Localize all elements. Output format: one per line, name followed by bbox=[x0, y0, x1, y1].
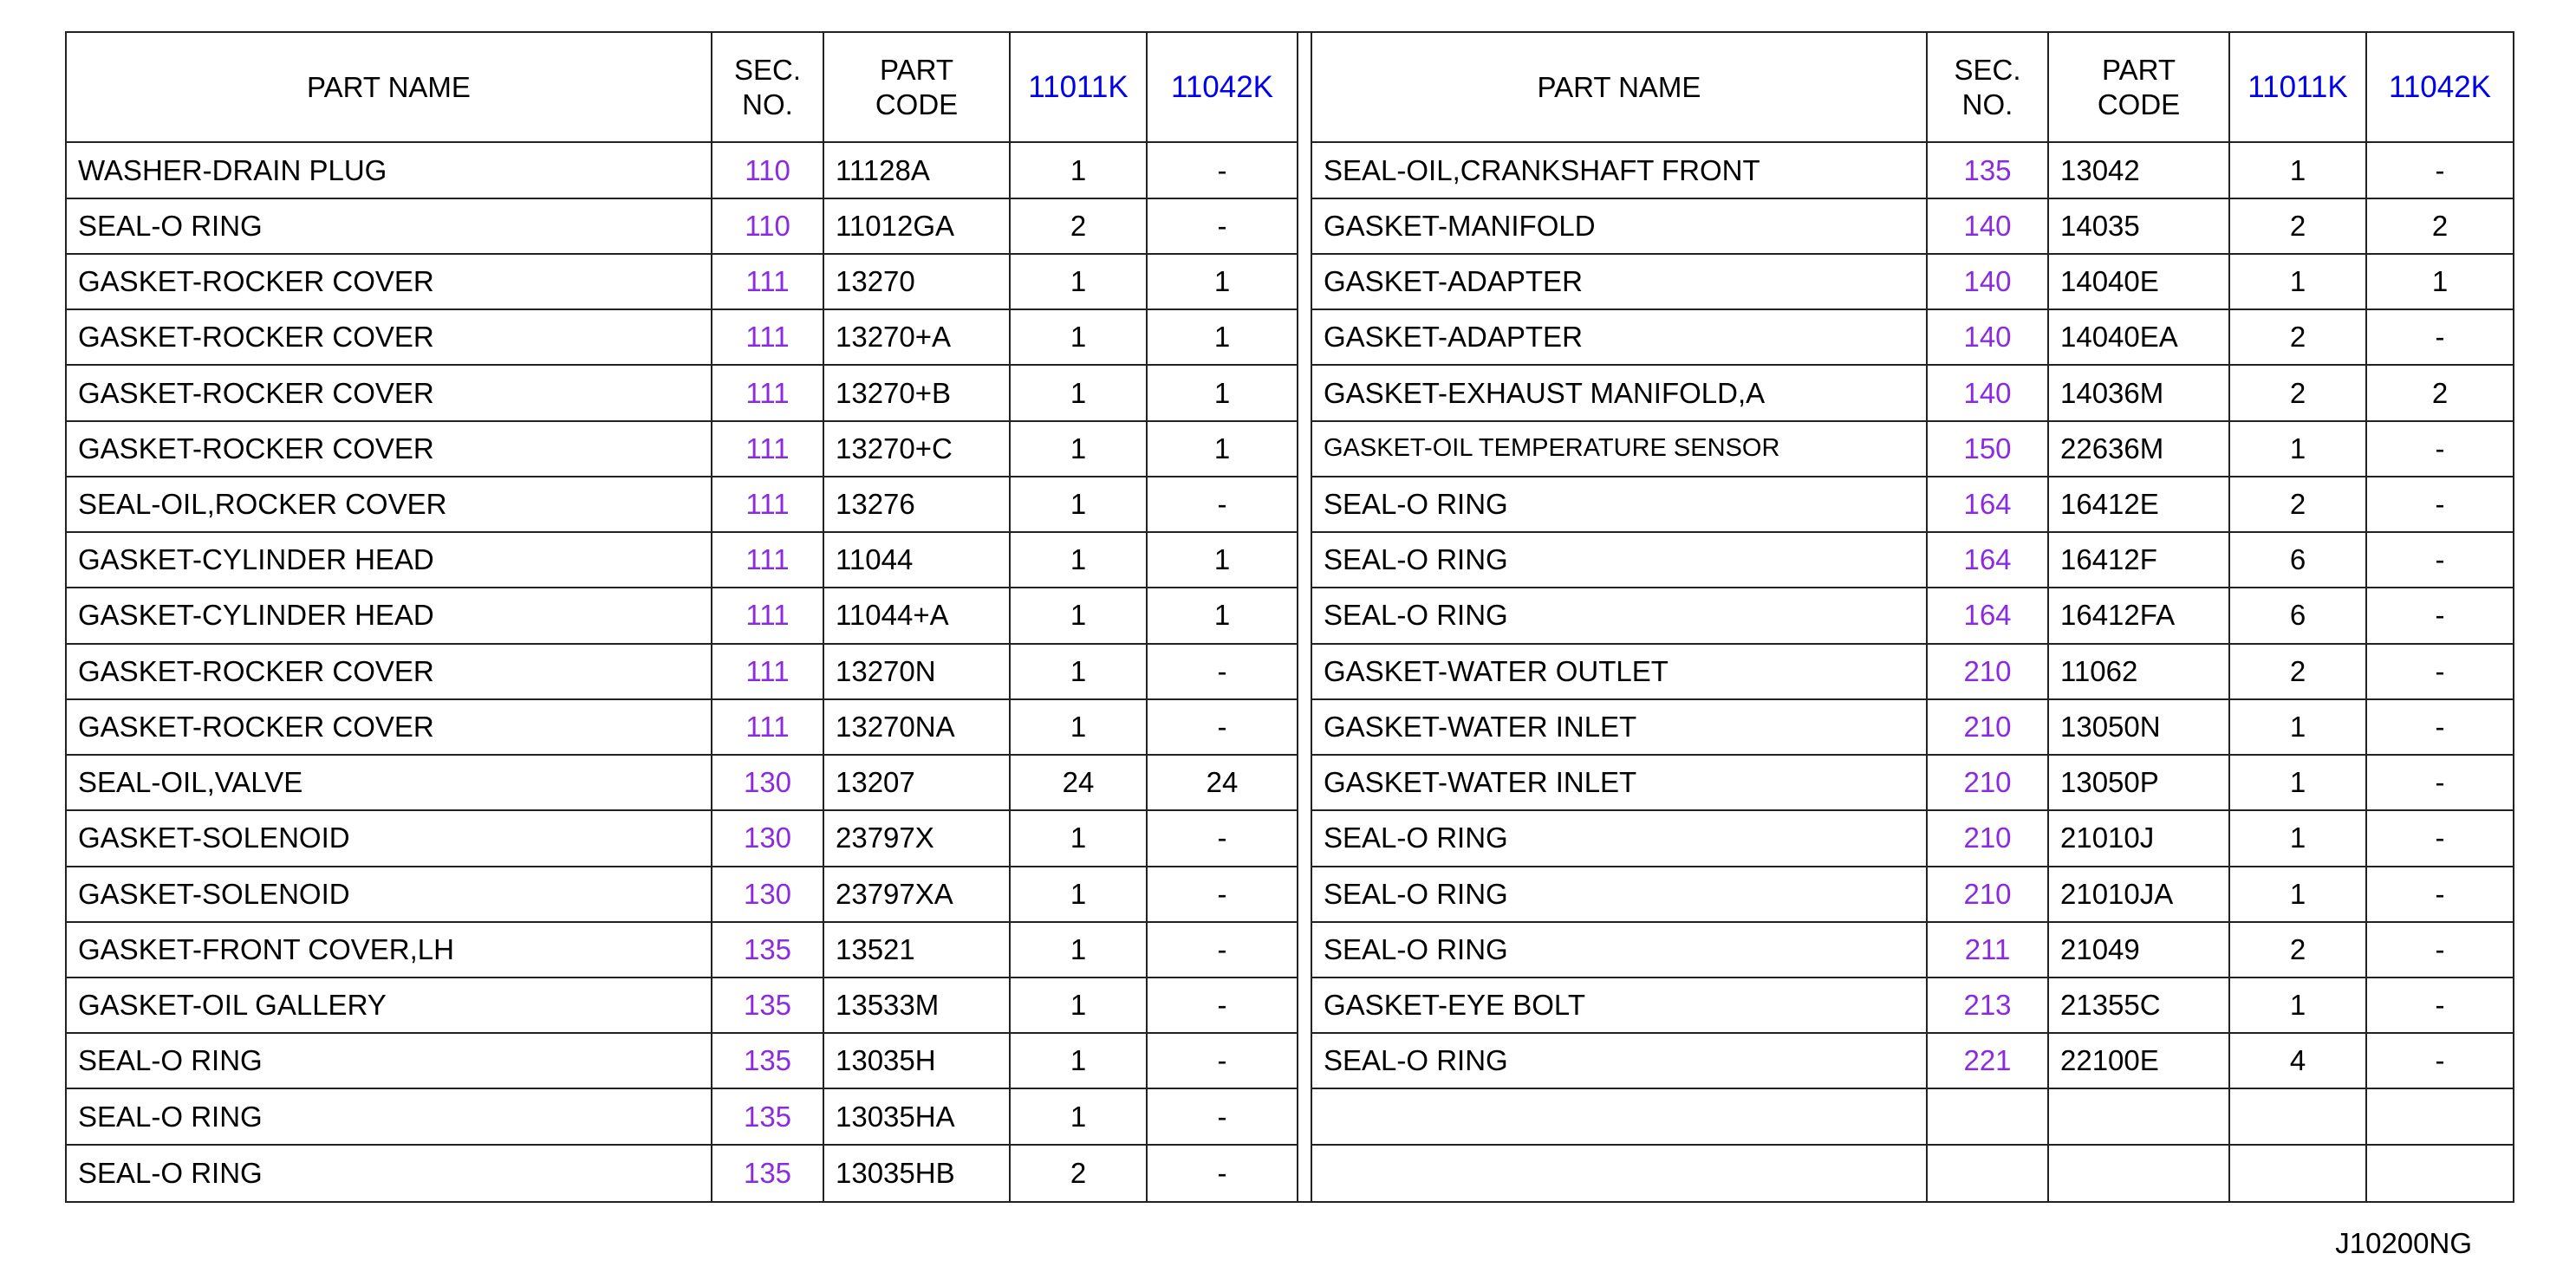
sec-no-cell: 210 bbox=[1928, 645, 2049, 698]
qty-11011k-cell: 1 bbox=[1011, 1034, 1148, 1088]
sec-no-cell: 130 bbox=[712, 811, 824, 865]
sec-no-cell: 150 bbox=[1928, 422, 2049, 476]
qty-11011k-cell: 1 bbox=[2230, 811, 2367, 865]
header-sec-no bbox=[1928, 33, 2049, 141]
sec-no-cell: 210 bbox=[1928, 756, 2049, 809]
qty-11042k-cell: 1 bbox=[1213, 543, 1231, 576]
part-code-cell: 16412E bbox=[2049, 477, 2230, 531]
part-name-cell: GASKET-ROCKER COVER bbox=[67, 700, 712, 754]
qty-11042k-cell: 2 bbox=[2431, 209, 2449, 242]
part-code-cell: 13270+A bbox=[824, 310, 1011, 364]
sec-no-cell bbox=[1928, 1089, 2049, 1143]
table-row bbox=[67, 422, 1297, 477]
part-name-cell: SEAL-O RING bbox=[1312, 533, 1928, 587]
part-code-cell: 13050P bbox=[2049, 756, 2230, 809]
qty-11011k-cell: 1 bbox=[2230, 756, 2367, 809]
part-name-cell: GASKET-CYLINDER HEAD bbox=[67, 588, 712, 642]
header-model-a: 11011K bbox=[1011, 33, 1148, 141]
part-name-cell: GASKET-ROCKER COVER bbox=[67, 422, 712, 476]
part-name-cell: SEAL-O RING bbox=[1312, 477, 1928, 531]
part-code-cell: 13035HA bbox=[824, 1089, 1011, 1143]
qty-11042k-cell: - bbox=[1217, 1100, 1227, 1133]
qty-11042k-cell: 2 bbox=[2431, 376, 2449, 409]
header-sec-line2: NO. bbox=[1961, 88, 2013, 120]
sec-no-cell: 130 bbox=[712, 756, 824, 809]
table-row bbox=[1312, 645, 2513, 700]
qty-11011k-cell: 6 bbox=[2230, 588, 2367, 642]
qty-11011k-cell: 1 bbox=[1011, 1089, 1148, 1143]
part-name-cell: SEAL-OIL,ROCKER COVER bbox=[67, 477, 712, 531]
table-row bbox=[1312, 867, 2513, 923]
sec-no-cell: 164 bbox=[1928, 533, 2049, 587]
header-code-line1: PART bbox=[2102, 54, 2176, 87]
part-name-cell: GASKET-ROCKER COVER bbox=[67, 310, 712, 364]
qty-11011k-cell: 1 bbox=[1011, 923, 1148, 977]
part-name-cell: GASKET-ROCKER COVER bbox=[67, 255, 712, 309]
part-name-cell bbox=[1312, 1146, 1928, 1201]
table-row bbox=[67, 756, 1297, 811]
header-model-b: 11042K bbox=[2388, 69, 2492, 104]
part-code-cell: 13533M bbox=[824, 978, 1011, 1032]
table-row bbox=[1312, 700, 2513, 756]
part-code-cell: 22100E bbox=[2049, 1034, 2230, 1088]
qty-11011k-cell: 24 bbox=[1011, 756, 1148, 809]
part-code-cell: 13270N bbox=[824, 645, 1011, 698]
qty-11042k-cell: 24 bbox=[1206, 766, 1239, 799]
part-code-cell: 14040E bbox=[2049, 255, 2230, 309]
part-code-cell: 11128A bbox=[824, 143, 1011, 197]
qty-11042k-cell: - bbox=[1217, 989, 1227, 1022]
header-row bbox=[67, 33, 1297, 143]
table-row bbox=[1312, 978, 2513, 1034]
part-code-cell: 16412F bbox=[2049, 533, 2230, 587]
qty-11042k-cell bbox=[2367, 1146, 2513, 1201]
table-row bbox=[67, 700, 1297, 756]
part-code-cell: 21010JA bbox=[2049, 867, 2230, 921]
part-name-cell: GASKET-WATER OUTLET bbox=[1312, 645, 1928, 698]
header-sec-no bbox=[712, 33, 824, 141]
header-part-name: PART NAME bbox=[1312, 33, 1928, 141]
qty-11011k-cell: 1 bbox=[1011, 143, 1148, 197]
part-code-cell: 13276 bbox=[824, 477, 1011, 531]
part-code-cell: 14040EA bbox=[2049, 310, 2230, 364]
header-sec-line1: SEC. bbox=[733, 54, 802, 87]
table-row bbox=[1312, 422, 2513, 477]
part-name-cell: GASKET-ROCKER COVER bbox=[67, 645, 712, 698]
sec-no-cell: 140 bbox=[1928, 255, 2049, 309]
qty-11011k-cell: 1 bbox=[2230, 422, 2367, 476]
table-row bbox=[1312, 366, 2513, 421]
sec-no-cell: 111 bbox=[712, 422, 824, 476]
qty-11011k-cell: 1 bbox=[2230, 867, 2367, 921]
sec-no-cell: 111 bbox=[712, 310, 824, 364]
qty-11011k-cell bbox=[2230, 1146, 2367, 1201]
table-divider bbox=[1298, 33, 1312, 1201]
part-code-cell: 22636M bbox=[2049, 422, 2230, 476]
table-row bbox=[67, 811, 1297, 867]
table-row bbox=[1312, 1146, 2513, 1201]
part-name-cell: GASKET-ROCKER COVER bbox=[67, 366, 712, 419]
table-row bbox=[67, 533, 1297, 588]
table-row bbox=[67, 923, 1297, 978]
part-name-cell: SEAL-O RING bbox=[1312, 811, 1928, 865]
qty-11011k-cell: 2 bbox=[2230, 310, 2367, 364]
part-name-cell: SEAL-OIL,VALVE bbox=[67, 756, 712, 809]
part-name-cell: GASKET-CYLINDER HEAD bbox=[67, 533, 712, 587]
part-code-cell: 21010J bbox=[2049, 811, 2230, 865]
sec-no-cell bbox=[1928, 1146, 2049, 1201]
table-row bbox=[67, 477, 1297, 533]
qty-11011k-cell: 2 bbox=[2230, 199, 2367, 253]
table-row bbox=[1312, 477, 2513, 533]
part-name-cell: GASKET-OIL TEMPERATURE SENSOR bbox=[1312, 422, 1928, 476]
table-row bbox=[67, 588, 1297, 644]
sec-no-cell: 135 bbox=[712, 1089, 824, 1143]
sec-no-cell: 111 bbox=[712, 255, 824, 309]
part-name-cell: GASKET-SOLENOID bbox=[67, 811, 712, 865]
sec-no-cell: 213 bbox=[1928, 978, 2049, 1032]
part-code-cell bbox=[2049, 1089, 2230, 1143]
table-row bbox=[67, 143, 1297, 198]
qty-11042k-cell: - bbox=[1217, 822, 1227, 854]
sec-no-cell: 164 bbox=[1928, 477, 2049, 531]
part-code-cell: 13050N bbox=[2049, 700, 2230, 754]
qty-11042k-cell: - bbox=[2435, 710, 2445, 743]
table-row bbox=[67, 1034, 1297, 1089]
table-row bbox=[1312, 811, 2513, 867]
sec-no-cell: 221 bbox=[1928, 1034, 2049, 1088]
part-code-cell: 11044+A bbox=[824, 588, 1011, 642]
part-name-cell bbox=[1312, 1089, 1928, 1143]
qty-11042k-cell: - bbox=[1217, 153, 1227, 186]
qty-11042k-cell: - bbox=[1217, 877, 1227, 910]
sec-no-cell: 140 bbox=[1928, 199, 2049, 253]
part-name-cell: GASKET-EYE BOLT bbox=[1312, 978, 1928, 1032]
qty-11042k-cell: - bbox=[2435, 877, 2445, 910]
qty-11011k-cell bbox=[2230, 1089, 2367, 1143]
header-part-code bbox=[2049, 33, 2230, 141]
sec-no-cell: 135 bbox=[1928, 143, 2049, 197]
part-code-cell: 11012GA bbox=[824, 199, 1011, 253]
qty-11011k-cell: 1 bbox=[1011, 366, 1148, 419]
qty-11011k-cell: 1 bbox=[2230, 143, 2367, 197]
qty-11011k-cell: 2 bbox=[2230, 477, 2367, 531]
part-code-cell: 13035H bbox=[824, 1034, 1011, 1088]
qty-11042k-cell: - bbox=[1217, 209, 1227, 242]
qty-11042k-cell: - bbox=[2435, 321, 2445, 354]
part-code-cell: 13521 bbox=[824, 923, 1011, 977]
table-row bbox=[1312, 310, 2513, 366]
parts-table bbox=[65, 31, 2514, 1203]
sec-no-cell: 210 bbox=[1928, 867, 2049, 921]
table-row bbox=[67, 310, 1297, 366]
qty-11042k-cell: - bbox=[1217, 487, 1227, 520]
part-name-cell: SEAL-O RING bbox=[1312, 1034, 1928, 1088]
table-row bbox=[67, 255, 1297, 310]
table-row bbox=[1312, 199, 2513, 255]
qty-11042k-cell: - bbox=[1217, 654, 1227, 687]
qty-11011k-cell: 4 bbox=[2230, 1034, 2367, 1088]
part-code-cell bbox=[2049, 1146, 2230, 1201]
header-code-line2: CODE bbox=[2097, 88, 2181, 120]
header-sec-line1: SEC. bbox=[1954, 54, 2021, 87]
part-name-cell: SEAL-O RING bbox=[67, 199, 712, 253]
qty-11042k-cell: - bbox=[2435, 543, 2445, 576]
part-name-cell: GASKET-EXHAUST MANIFOLD,A bbox=[1312, 366, 1928, 419]
sec-no-cell: 110 bbox=[712, 143, 824, 197]
right-table-half bbox=[1312, 33, 2513, 1201]
qty-11011k-cell: 1 bbox=[1011, 255, 1148, 309]
qty-11042k-cell: - bbox=[2435, 1044, 2445, 1077]
qty-11011k-cell: 2 bbox=[2230, 645, 2367, 698]
qty-11042k-cell: - bbox=[2435, 432, 2445, 464]
header-model-b: 11042K bbox=[1170, 69, 1274, 104]
sec-no-cell: 135 bbox=[712, 1034, 824, 1088]
part-code-cell: 21049 bbox=[2049, 923, 2230, 977]
part-name-cell: WASHER-DRAIN PLUG bbox=[67, 143, 712, 197]
qty-11011k-cell: 1 bbox=[2230, 255, 2367, 309]
qty-11011k-cell: 1 bbox=[1011, 533, 1148, 587]
table-row bbox=[67, 978, 1297, 1034]
part-name-cell: GASKET-ADAPTER bbox=[1312, 310, 1928, 364]
part-code-cell: 13035HB bbox=[824, 1146, 1011, 1201]
header-sec-line2: NO. bbox=[742, 88, 793, 120]
part-name-cell: GASKET-SOLENOID bbox=[67, 867, 712, 921]
part-code-cell: 13207 bbox=[824, 756, 1011, 809]
qty-11011k-cell: 6 bbox=[2230, 533, 2367, 587]
part-name-cell: SEAL-O RING bbox=[67, 1034, 712, 1088]
sec-no-cell: 111 bbox=[712, 588, 824, 642]
part-name-cell: GASKET-FRONT COVER,LH bbox=[67, 923, 712, 977]
part-code-cell: 13042 bbox=[2049, 143, 2230, 197]
part-code-cell: 16412FA bbox=[2049, 588, 2230, 642]
header-row bbox=[1312, 33, 2513, 143]
qty-11042k-cell: - bbox=[1217, 1156, 1227, 1189]
part-code-cell: 11062 bbox=[2049, 645, 2230, 698]
qty-11011k-cell: 2 bbox=[2230, 366, 2367, 419]
part-name-cell: SEAL-O RING bbox=[1312, 588, 1928, 642]
qty-11042k-cell: - bbox=[1217, 932, 1227, 965]
table-row bbox=[67, 366, 1297, 421]
drawing-reference: J10200NG bbox=[2335, 1227, 2472, 1259]
sec-no-cell: 135 bbox=[712, 978, 824, 1032]
table-row bbox=[67, 645, 1297, 700]
qty-11011k-cell: 1 bbox=[2230, 978, 2367, 1032]
part-name-cell: GASKET-WATER INLET bbox=[1312, 700, 1928, 754]
table-row bbox=[1312, 588, 2513, 644]
sec-no-cell: 210 bbox=[1928, 700, 2049, 754]
qty-11011k-cell: 1 bbox=[1011, 310, 1148, 364]
qty-11042k-cell bbox=[2367, 1089, 2513, 1143]
qty-11042k-cell: 1 bbox=[1213, 599, 1231, 632]
table-row bbox=[1312, 1034, 2513, 1089]
sec-no-cell: 210 bbox=[1928, 811, 2049, 865]
qty-11011k-cell: 2 bbox=[1011, 199, 1148, 253]
table-row bbox=[1312, 923, 2513, 978]
part-code-cell: 21355C bbox=[2049, 978, 2230, 1032]
qty-11011k-cell: 1 bbox=[1011, 422, 1148, 476]
left-table-half bbox=[67, 33, 1298, 1201]
table-row bbox=[1312, 756, 2513, 811]
table-row bbox=[1312, 533, 2513, 588]
part-name-cell: SEAL-O RING bbox=[67, 1089, 712, 1143]
qty-11042k-cell: - bbox=[2435, 654, 2445, 687]
qty-11042k-cell: 1 bbox=[1213, 376, 1231, 409]
sec-no-cell: 140 bbox=[1928, 366, 2049, 419]
sec-no-cell: 135 bbox=[712, 1146, 824, 1201]
sec-no-cell: 111 bbox=[712, 477, 824, 531]
part-name-cell: GASKET-ADAPTER bbox=[1312, 255, 1928, 309]
header-code-line1: PART bbox=[880, 54, 953, 87]
qty-11042k-cell: - bbox=[2435, 153, 2445, 186]
qty-11042k-cell: - bbox=[2435, 599, 2445, 632]
part-code-cell: 14036M bbox=[2049, 366, 2230, 419]
qty-11011k-cell: 1 bbox=[1011, 978, 1148, 1032]
qty-11042k-cell: - bbox=[2435, 822, 2445, 854]
sec-no-cell: 140 bbox=[1928, 310, 2049, 364]
qty-11011k-cell: 1 bbox=[1011, 811, 1148, 865]
part-name-cell: GASKET-MANIFOLD bbox=[1312, 199, 1928, 253]
table-row bbox=[67, 867, 1297, 923]
header-model-a: 11011K bbox=[2230, 33, 2367, 141]
qty-11011k-cell: 1 bbox=[1011, 645, 1148, 698]
qty-11011k-cell: 2 bbox=[1011, 1146, 1148, 1201]
sec-no-cell: 164 bbox=[1928, 588, 2049, 642]
table-row bbox=[67, 199, 1297, 255]
table-row bbox=[1312, 143, 2513, 198]
part-code-cell: 13270 bbox=[824, 255, 1011, 309]
qty-11042k-cell: - bbox=[1217, 710, 1227, 743]
qty-11042k-cell: 1 bbox=[1213, 432, 1231, 464]
part-code-cell: 13270NA bbox=[824, 700, 1011, 754]
part-name-cell: SEAL-O RING bbox=[1312, 923, 1928, 977]
qty-11042k-cell: - bbox=[2435, 989, 2445, 1022]
sec-no-cell: 110 bbox=[712, 199, 824, 253]
sec-no-cell: 111 bbox=[712, 645, 824, 698]
part-code-cell: 11044 bbox=[824, 533, 1011, 587]
part-name-cell: SEAL-OIL,CRANKSHAFT FRONT bbox=[1312, 143, 1928, 197]
qty-11011k-cell: 1 bbox=[2230, 700, 2367, 754]
sec-no-cell: 135 bbox=[712, 923, 824, 977]
part-name-cell: SEAL-O RING bbox=[67, 1146, 712, 1201]
sec-no-cell: 211 bbox=[1928, 923, 2049, 977]
qty-11042k-cell: - bbox=[2435, 487, 2445, 520]
table-row bbox=[67, 1089, 1297, 1145]
qty-11011k-cell: 2 bbox=[2230, 923, 2367, 977]
part-code-cell: 14035 bbox=[2049, 199, 2230, 253]
part-code-cell: 13270+C bbox=[824, 422, 1011, 476]
qty-11011k-cell: 1 bbox=[1011, 477, 1148, 531]
table-row bbox=[1312, 255, 2513, 310]
header-code-line2: CODE bbox=[875, 88, 959, 120]
sec-no-cell: 111 bbox=[712, 533, 824, 587]
sec-no-cell: 111 bbox=[712, 366, 824, 419]
qty-11042k-cell: - bbox=[2435, 932, 2445, 965]
header-part-name: PART NAME bbox=[67, 33, 712, 141]
qty-11042k-cell: 1 bbox=[1213, 265, 1231, 298]
sec-no-cell: 111 bbox=[712, 700, 824, 754]
part-code-cell: 13270+B bbox=[824, 366, 1011, 419]
qty-11042k-cell: - bbox=[2435, 766, 2445, 799]
table-row bbox=[1312, 1089, 2513, 1145]
sec-no-cell: 130 bbox=[712, 867, 824, 921]
qty-11011k-cell: 1 bbox=[1011, 588, 1148, 642]
part-code-cell: 23797X bbox=[824, 811, 1011, 865]
qty-11011k-cell: 1 bbox=[1011, 700, 1148, 754]
part-name-cell: SEAL-O RING bbox=[1312, 867, 1928, 921]
qty-11042k-cell: - bbox=[1217, 1044, 1227, 1077]
part-code-cell: 23797XA bbox=[824, 867, 1011, 921]
qty-11042k-cell: 1 bbox=[2431, 265, 2449, 298]
qty-11042k-cell: 1 bbox=[1213, 321, 1231, 354]
header-part-code bbox=[824, 33, 1011, 141]
qty-11011k-cell: 1 bbox=[1011, 867, 1148, 921]
part-name-cell: GASKET-OIL GALLERY bbox=[67, 978, 712, 1032]
table-row bbox=[67, 1146, 1297, 1201]
part-name-cell: GASKET-WATER INLET bbox=[1312, 756, 1928, 809]
